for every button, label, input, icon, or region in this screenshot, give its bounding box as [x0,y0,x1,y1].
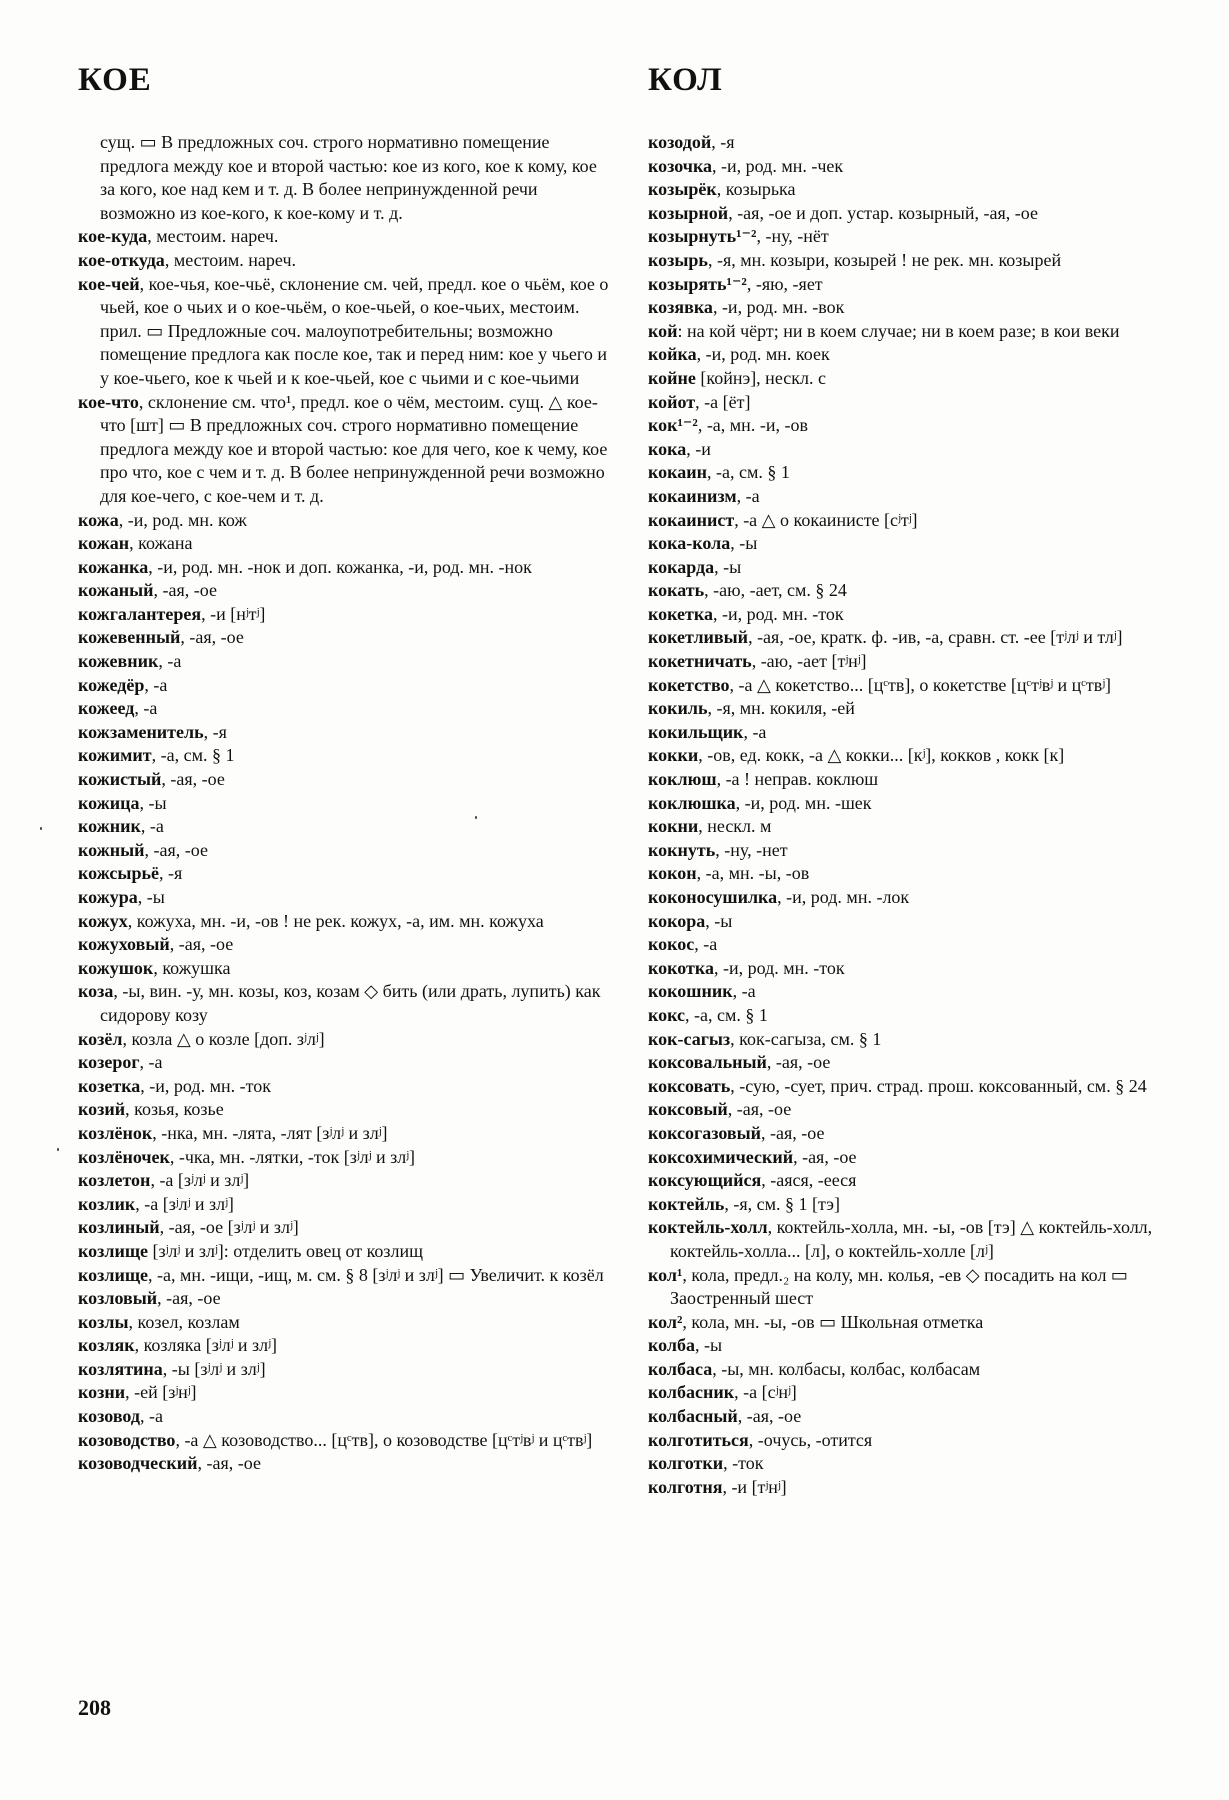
headword: кое-что [78,391,139,412]
headword: кок-сагыз [648,1028,731,1049]
headword: коклюш [648,769,717,790]
dictionary-entry: кол², кола, мн. -ы, -ов ▭ Школьная отметка [648,1311,984,1332]
dictionary-entry: кожа, -и, род. мн. кож [78,509,247,530]
dictionary-entry: кокетливый, -ая, -ое, кратк. ф. -ив, -а, сравн. ст. -ее [тʲлʲ и тлʲ] [648,627,1123,648]
headword: кокильщик [648,721,744,742]
headword: кокетничать [648,651,752,672]
right-column [648,131,1176,1499]
headword: кокон [648,863,697,884]
headword: коксовый [648,1099,728,1120]
dictionary-entry: кожушок, кожушка [78,957,231,978]
headword: коксогазовый [648,1122,762,1143]
headword: козёл [78,1028,123,1049]
headword: кожура [78,887,138,907]
headword: козлятина [78,1358,163,1379]
dictionary-entry: козлёнок, -нка, мн. -лята, -лят [зʲлʲ и злʲ] [78,1122,388,1143]
headword: кока-кола [648,533,731,554]
dictionary-entry: козлик, -а [зʲлʲ и злʲ] [78,1193,234,1214]
dictionary-entry: колготки, -ток [648,1453,764,1474]
dictionary-entry: коктейль, -я, см. § 1 [тэ] [648,1193,841,1214]
headword: кое-куда [78,226,148,247]
dictionary-entry: кожаный, -ая, -ое [78,580,218,601]
dictionary-entry: кокон, -а, мн. -ы, -ов [648,863,810,884]
dictionary-entry: кожура, -ы [78,887,165,907]
headword: козловый [78,1288,158,1309]
headword: козлик [78,1193,136,1214]
headword: кок¹⁻² [648,415,698,436]
dictionary-entry: кокильщик, -а [648,721,767,742]
dictionary-entry: кокошник, -а [648,981,756,1002]
headword: кожимит [78,745,152,766]
dictionary-entry: кожсырьё, -я [78,863,183,884]
dictionary-entry: кока-кола, -ы [648,533,758,554]
headword: кокошник [648,981,733,1002]
dictionary-entry: коксогазовый, -ая, -ое [648,1122,825,1143]
dictionary-entry: кое-куда, местоим. нареч. [78,226,279,247]
headword: козлы [78,1311,129,1332]
headword: кожух [78,910,128,931]
dictionary-entry: кожистый, -ая, -ое [78,769,225,790]
headword: кой [648,320,678,341]
dictionary-entry: козлище [зʲлʲ и злʲ]: отделить овец от козлищ [78,1240,424,1261]
dictionary-entry: кокаин, -а, см. § 1 [648,462,790,483]
headword: кожевенный [78,627,181,648]
headword: кожный [78,839,145,860]
headword: кокора [648,910,706,931]
headword: коксующийся [648,1170,762,1191]
headword: козырнуть¹⁻² [648,226,757,247]
headword: кокос [648,934,695,955]
dictionary-entry: коза, -ы, вин. -у, мн. козы, коз, козам ◇ бить (или драть, лупить) как сидорову козу [78,981,601,1025]
dictionary-entry: козерог, -а [78,1052,163,1073]
headword: кожанка [78,556,149,577]
dictionary-entry: козлище, -а, мн. -ищи, -ищ, м. см. § 8 [зʲлʲ и злʲ] ▭ Увеличит. к козёл [78,1264,604,1285]
headword: кожгалантерея [78,603,202,624]
headword: коктейль-холл [648,1217,768,1238]
headword: кокетство [648,674,730,695]
dictionary-entry: коклюш, -а ! неправ. коклюш [648,769,879,790]
headword: козоводческий [78,1453,198,1474]
headword: кокарда [648,556,715,577]
headword: козляк [78,1335,135,1356]
dictionary-entry: козляк, козляка [зʲлʲ и злʲ] [78,1335,277,1356]
headword: кожица [78,792,140,813]
headword: коксовать [648,1075,731,1096]
dictionary-entry: козырь, -я, мн. козыри, козырей ! не рек. мн. козырей [648,249,1062,270]
dictionary-entry: козлиный, -ая, -ое [зʲлʲ и злʲ] [78,1217,299,1238]
scan-speck [475,816,477,819]
headword: кокнуть [648,839,716,860]
headword: кокс [648,1004,686,1025]
dictionary-entry: кожанка, -и, род. мн. -нок и доп. кожанка, -и, род. мн. -нок [78,556,532,577]
headword: козий [78,1099,126,1120]
headword: козлёнок [78,1122,153,1143]
headword: колбаса [648,1358,713,1379]
dictionary-entry: кокаинизм, -а [648,485,760,506]
headword: козоводство [78,1429,176,1450]
dictionary-entry: козлятина, -ы [зʲлʲ и злʲ] [78,1358,266,1379]
headword: козлище [78,1264,149,1285]
headword: кокаинизм [648,485,737,506]
dictionary-entry: козлёночек, -чка, мн. -лятки, -ток [зʲлʲ и злʲ] [78,1146,415,1167]
headword: козетка [78,1075,141,1096]
dictionary-entry: колба, -ы [648,1335,723,1356]
headword: кокки [648,745,699,766]
dictionary-entry: коклюшка, -и, род. мн. -шек [648,792,872,813]
dictionary-entry: кожгалантерея, -и [нʲтʲ] [78,603,266,624]
dictionary-entry: коксохимический, -ая, -ое [648,1146,857,1167]
headword: коксовальный [648,1052,767,1073]
dictionary-entry: козловый, -ая, -ое [78,1288,221,1309]
dictionary-entry: козодой, -я [648,132,735,152]
dictionary-entry: коксовальный, -ая, -ое [648,1052,831,1073]
headword: колготня [648,1476,723,1497]
dictionary-entry: колготиться, -очусь, -отится [648,1429,873,1450]
headword: кокиль [648,698,708,719]
headword: койка [648,344,697,365]
dictionary-entry: кокни, нескл. м [648,816,772,837]
dictionary-entry: кокнуть, -ну, -нет [648,839,788,860]
scan-speck [57,1148,59,1151]
headword: кожедёр [78,674,145,695]
dictionary-entry: койка, -и, род. мн. коек [648,344,830,365]
headword: козырь [648,249,708,270]
dictionary-entry: кое-что, склонение см. что¹, предл. кое о чём, местоим. сущ. △ кое-что [шт] ▭ В предложных соч. строго нормативно помещение предлога между кое и второй частью: кое для чего, кое к чему, кое про что, кое с чем и т. д. В более непринужденной речи возможно для кое-чего, с кое-чем и т. д. [78,391,608,506]
dictionary-entry: кокора, -ы [648,910,733,931]
dictionary-entry: кожуховый, -ая, -ое [78,934,234,955]
dictionary-entry: козочка, -и, род. мн. -чек [648,155,844,176]
dictionary-entry: кожевник, -а [78,651,182,672]
dictionary-entry: сущ. ▭ В предложных соч. строго нормативно помещение предлога между кое и второй частью: кое из кого, кое к кому, кое за кого, кое над кем и т. д. В более непринужденной речи возможно из кое-кого, к кое-кому и т. д. [100,132,597,223]
headword: козни [78,1382,126,1403]
dictionary-entry: колбаса, -ы, мн. колбасы, колбас, колбасам [648,1358,981,1379]
dictionary-entry: кожник, -а [78,816,164,837]
headword: кожаный [78,580,154,601]
headword: кое-откуда [78,249,165,270]
dictionary-entry: кокать, -аю, -ает, см. § 24 [648,580,847,601]
dictionary-entry: козёл, козла △ о козле [доп. зʲлʲ] [78,1028,325,1049]
dictionary-entry: кокотка, -и, род. мн. -ток [648,957,845,978]
headword: коклюшка [648,792,736,813]
dictionary-entry: козлетон, -а [зʲлʲ и злʲ] [78,1170,250,1191]
dictionary-entry: коконосушилка, -и, род. мн. -лок [648,887,910,907]
page-number: 208 [78,1695,111,1720]
dictionary-entry: козырной, -ая, -ое и доп. устар. козырный, -ая, -ое [648,202,1039,223]
dictionary-entry: кокаинист, -а △ о кокаинисте [сʲтʲ] [648,509,918,530]
dictionary-entry: козырнуть¹⁻², -ну, -нёт [648,226,829,247]
headword: козырять¹⁻² [648,273,747,294]
dictionary-entry: кокетничать, -аю, -ает [тʲнʲ] [648,651,867,672]
dictionary-entry: кой: на кой чёрт; ни в коем случае; ни в коем разе; в кои веки [648,320,1120,341]
dictionary-entry: коктейль-холл, коктейль-холла, мн. -ы, -ов [тэ] △ коктейль-холл, коктейль-холла... [л], о коктейль-холле [лʲ] [648,1217,1153,1261]
headword: коктейль [648,1193,725,1214]
dictionary-entry: кожух, кожуха, мн. -и, -ов ! не рек. кожух, -а, им. мн. кожуха [78,910,544,931]
headword: колба [648,1335,695,1356]
headword: кожушок [78,957,154,978]
headword: козлище [78,1240,149,1261]
headword: коксохимический [648,1146,794,1167]
scan-speck [40,827,42,830]
dictionary-entry: кокс, -а, см. § 1 [648,1004,768,1025]
headword: кокаинист [648,509,735,530]
headword: козлиный [78,1217,160,1238]
dictionary-entry: колготня, -и [тʲнʲ] [648,1476,787,1497]
headword: козовод [78,1406,140,1427]
headword: кое-чей [78,273,140,294]
dictionary-entry: кокос, -а [648,934,718,955]
headword: кожеед [78,698,135,719]
dictionary-entry: кое-откуда, местоим. нареч. [78,249,296,270]
headword: колготки [648,1453,724,1474]
left-running-head: КОЕ [78,62,152,98]
dictionary-entry: кожан, кожана [78,533,193,554]
headword: кокотка [648,957,714,978]
left-column [78,131,613,1476]
headword: кожевник [78,651,159,672]
right-running-head: КОЛ [648,62,723,98]
dictionary-entry: козырять¹⁻², -яю, -яет [648,273,823,294]
headword: козлетон [78,1170,151,1191]
headword: кожник [78,816,141,837]
dictionary-entry: койне [койнэ], нескл. с [648,367,826,388]
headword: колбасник [648,1382,735,1403]
headword: кожуховый [78,934,170,955]
dictionary-entry: кожзаменитель, -я [78,721,227,742]
headword: кол¹ [648,1264,683,1285]
headword: козодой [648,132,712,152]
dictionary-entry: кожевенный, -ая, -ое [78,627,244,648]
dictionary-entry: коксовый, -ая, -ое [648,1099,792,1120]
headword: кокетка [648,603,713,624]
headword: козочка [648,155,713,176]
headword: козырной [648,202,729,223]
headword: кока [648,438,687,459]
headword: кожа [78,509,119,530]
headword: козявка [648,297,713,318]
dictionary-entry: кожедёр, -а [78,674,168,695]
headword: кожсырьё [78,863,159,884]
dictionary-entry: козоводческий, -ая, -ое [78,1453,261,1474]
dictionary-entry: кокиль, -я, мн. кокиля, -ей [648,698,855,719]
dictionary-entry: козырёк, козырька [648,179,796,200]
dictionary-entry: кожный, -ая, -ое [78,839,209,860]
dictionary-entry: кокарда, -ы [648,556,742,577]
headword: коконосушилка [648,887,778,907]
dictionary-entry: колбасник, -а [сʲнʲ] [648,1382,797,1403]
dictionary-entry: койот, -а [ёт] [648,391,751,412]
dictionary-entry: кожица, -ы [78,792,167,813]
dictionary-entry: козий, козья, козье [78,1099,224,1120]
dictionary-entry: коксовать, -сую, -сует, прич. страд. прош. коксованный, см. § 24 [648,1075,1147,1096]
headword: козлёночек [78,1146,170,1167]
headword: кожистый [78,769,162,790]
dictionary-entry: кожеед, -а [78,698,158,719]
dictionary-entry: кокетка, -и, род. мн. -ток [648,603,844,624]
dictionary-entry: козни, -ей [зʲнʲ] [78,1382,197,1403]
dictionary-entry: кок-сагыз, кок-сагыза, см. § 1 [648,1028,882,1049]
dictionary-entry: кожимит, -а, см. § 1 [78,745,235,766]
headword: козерог [78,1052,140,1073]
headword: койот [648,391,696,412]
headword: кокаин [648,462,707,483]
dictionary-entry: кока, -и [648,438,711,459]
headword: коза [78,981,114,1002]
dictionary-entry: козлы, козел, козлам [78,1311,240,1332]
dictionary-entry: козоводство, -а △ козоводство... [цᶜтв], о козоводстве [цᶜтʲвʲ и цᶜтвʲ] [78,1429,593,1450]
dictionary-entry: кок¹⁻², -а, мн. -и, -ов [648,415,808,436]
headword: койне [648,367,696,388]
headword: кокни [648,816,699,837]
headword: кожзаменитель [78,721,204,742]
headword: кожан [78,533,130,554]
headword: кокетливый [648,627,749,648]
dictionary-entry: коксующийся, -аяся, -ееся [648,1170,857,1191]
dictionary-entry: кое-чей, кое-чья, кое-чьё, склонение см. чей, предл. кое о чьём, кое о чьей, кое о чьих и о кое-чьём, о кое-чьей, о кое-чьих, местоим. прил. ▭ Предложные соч. малоупотребительны; возможно помещение предлога как после кое, так и перед ним: кое у чьего и у кое-чьего, кое к чьей и к кое-чьей, кое с чьими и с кое-чьими [78,273,609,388]
dictionary-entry: кол¹, кола, предл.₂ на колу, мн. колья, -ев ◇ посадить на кол ▭ Заостренный шест [648,1264,1128,1309]
headword: козырёк [648,179,717,200]
headword: кокать [648,580,705,601]
headword: колготиться [648,1429,749,1450]
headword: кол² [648,1311,683,1332]
dictionary-entry: кокки, -ов, ед. кокк, -а △ кокки... [кʲ], кокков , кокк [к] [648,745,1065,766]
dictionary-entry: колбасный, -ая, -ое [648,1406,802,1427]
dictionary-entry: козетка, -и, род. мн. -ток [78,1075,271,1096]
headword: колбасный [648,1406,738,1427]
dictionary-entry: козовод, -а [78,1406,163,1427]
dictionary-entry: козявка, -и, род. мн. -вок [648,297,845,318]
dictionary-entry: кокетство, -а △ кокетство... [цᶜтв], о кокетстве [цᶜтʲвʲ и цᶜтвʲ] [648,674,1112,695]
